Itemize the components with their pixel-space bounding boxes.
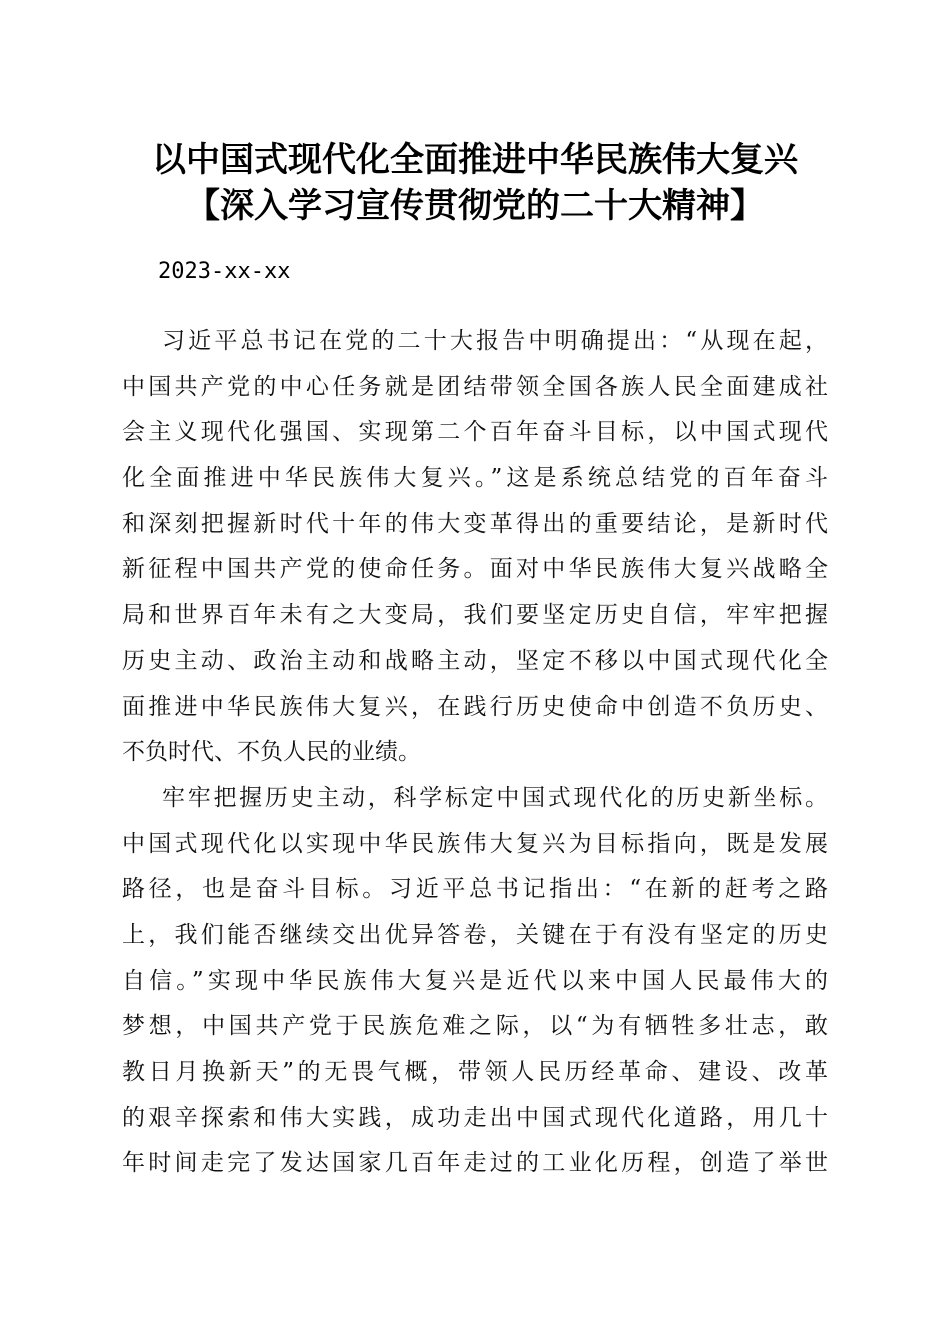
body-line: 局和世界百年未有之大变局，我们要坚定历史自信，牢牢把握 xyxy=(122,602,828,629)
body-line: 化全面推进中华民族伟大复兴。”这是系统总结党的百年奋斗 xyxy=(122,465,828,492)
body-line: 新征程中国共产党的使命任务。面对中华民族伟大复兴战略全 xyxy=(122,556,828,583)
body-line: 教日月换新天”的无畏气概，带领人民历经革命、建设、改革 xyxy=(122,1059,828,1085)
body-line: 历史主动、政治主动和战略主动，坚定不移以中国式现代化全 xyxy=(122,647,828,674)
body-line: 不负时代、不负人民的业绩。 xyxy=(122,739,421,766)
body-line: 会主义现代化强国、实现第二个百年奋斗目标，以中国式现代 xyxy=(122,419,828,446)
body-line: 中国式现代化以实现中华民族伟大复兴为目标指向，既是发展 xyxy=(122,830,828,857)
body-line: 牢牢把握历史主动，科学标定中国式现代化的历史新坐标。 xyxy=(162,784,828,811)
body-line: 习近平总书记在党的二十大报告中明确提出：“从现在起， xyxy=(162,328,828,354)
body-line: 上，我们能否继续交出优异答卷，关键在于有没有坚定的历史 xyxy=(122,921,828,948)
body-line: 梦想，中国共产党于民族危难之际，以“为有牺牲多壮志，敢 xyxy=(122,1013,828,1040)
body-line: 路径，也是奋斗目标。习近平总书记指出：“在新的赶考之路 xyxy=(122,876,828,903)
document-date: 2023-xx-xx xyxy=(158,259,291,284)
body-line: 面推进中华民族伟大复兴，在践行历史使命中创造不负历史、 xyxy=(122,693,828,720)
body-line: 年时间走完了发达国家几百年走过的工业化历程，创造了举世 xyxy=(122,1150,828,1177)
document-title-line-2: 【深入学习宣传贯彻党的二十大精神】 xyxy=(186,186,764,226)
body-line: 的艰辛探索和伟大实践，成功走出中国式现代化道路，用几十 xyxy=(122,1104,828,1131)
document-body xyxy=(122,319,828,1187)
body-line: 中国共产党的中心任务就是团结带领全国各族人民全面建成社 xyxy=(122,373,828,400)
body-line: 自信。”实现中华民族伟大复兴是近代以来中国人民最伟大的 xyxy=(122,967,828,994)
body-line: 和深刻把握新时代十年的伟大变革得出的重要结论，是新时代 xyxy=(122,510,828,537)
document-title-line-1: 以中国式现代化全面推进中华民族伟大复兴 xyxy=(152,140,798,180)
